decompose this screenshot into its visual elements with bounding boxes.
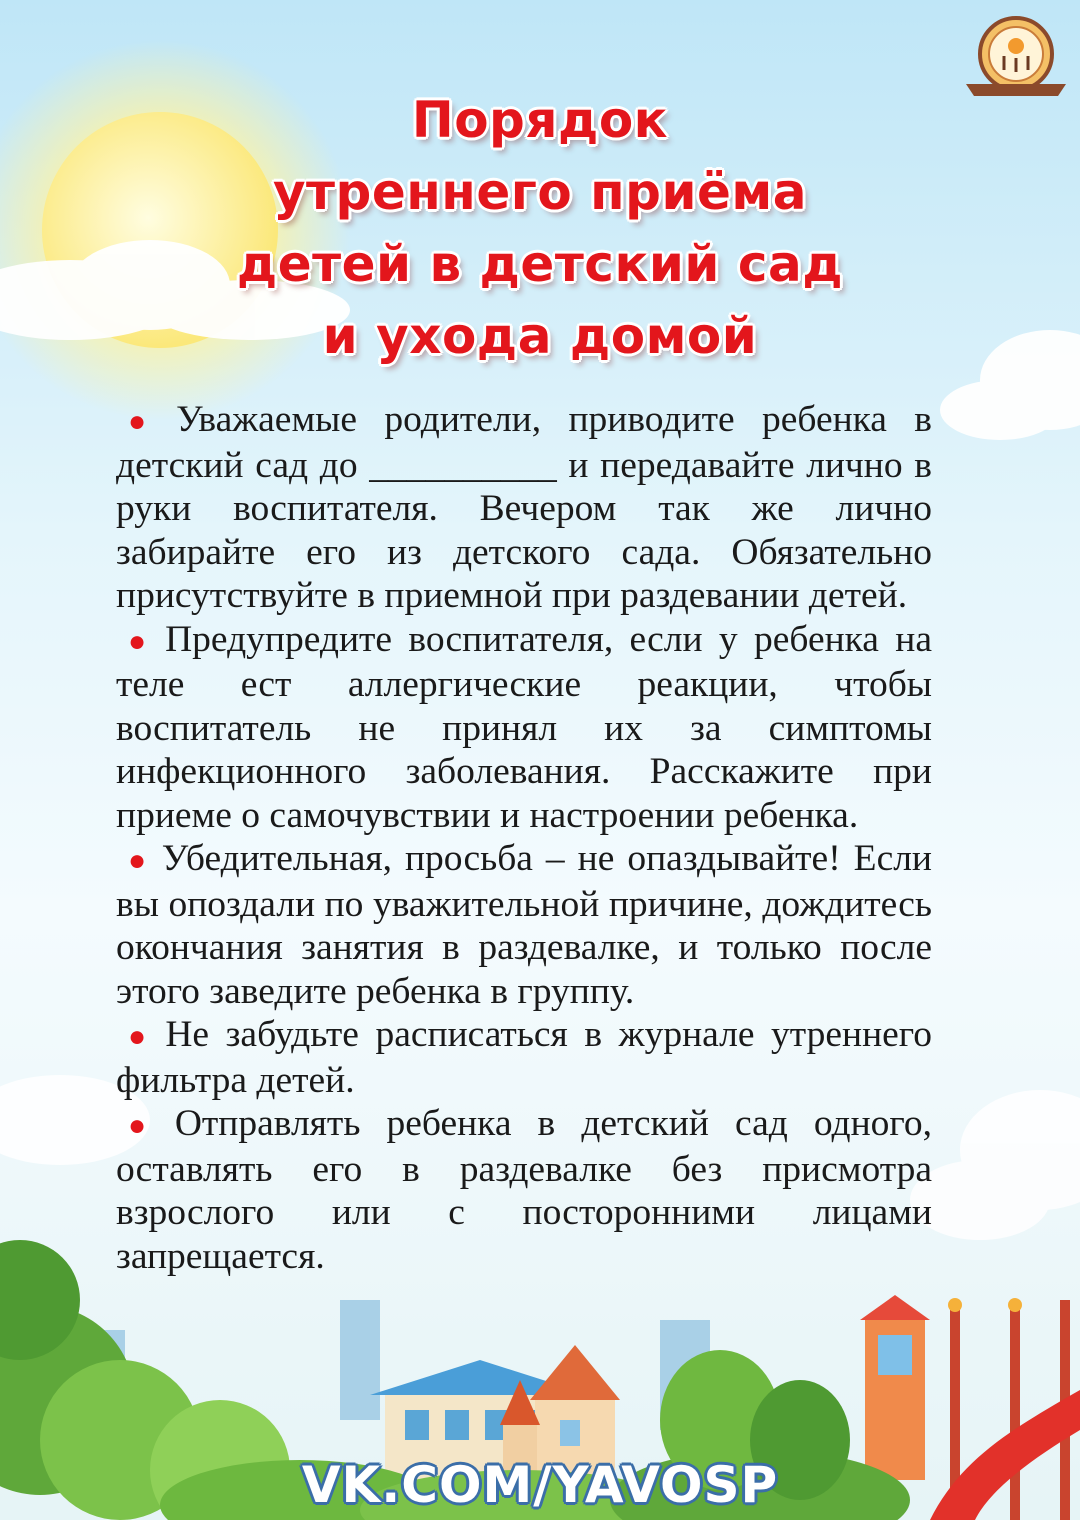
rule-text: Не забудьте расписаться в журнале утреннего фильтра детей. xyxy=(116,1014,933,1101)
title-line: утреннего приёма xyxy=(272,163,808,221)
title-line: детей в детский сад xyxy=(236,235,844,293)
rule-paragraph xyxy=(116,837,932,1013)
rule-paragraph xyxy=(116,1013,932,1102)
cloud-icon xyxy=(940,330,1080,440)
tower-icon xyxy=(860,1295,930,1480)
rule-paragraph xyxy=(116,1102,932,1278)
rule-text: Отправлять ребенка в детский сад одного, оставлять его в раздевалке без присмотра взрослого или с посторонними лицами запрещается. xyxy=(116,1103,933,1277)
bullet-icon: ● xyxy=(128,405,165,438)
bullet-icon: ● xyxy=(128,844,150,877)
page-title xyxy=(140,84,940,372)
rule-paragraph xyxy=(116,398,932,618)
rule-text: Убедительная, просьба – не опаздывайте! Если вы опоздали по уважительной причине, дождитесь окончания занятия в раздевалке, и только после этого заведите ребенка в группу. xyxy=(116,838,932,1012)
bullet-icon: ● xyxy=(128,1109,163,1142)
logo-emblem xyxy=(960,12,1072,104)
title-line: и ухода домой xyxy=(322,307,758,365)
footer-url: VK.COM/YAVOSP xyxy=(301,1456,779,1514)
rules-list xyxy=(116,398,932,1278)
bullet-icon: ● xyxy=(128,1020,154,1053)
rule-text: Предупредите воспитателя, если у ребенка на теле ест аллергические реакции, чтобы воспитатель не принял их за симптомы инфекционного заболевания. Расскажите при приеме о самочувствии и настроении ребенка. xyxy=(116,618,933,836)
rule-text: Уважаемые родители, приводите ребенка в детский сад до __________ и передавайте лично в руки воспитателя. Вечером так же лично забирайте его из детского сада. Обязательно присутствуйте в приемной при раздевании детей. xyxy=(116,399,932,616)
bullet-icon: ● xyxy=(128,624,154,658)
rule-paragraph xyxy=(116,618,932,838)
title-line: Порядок xyxy=(411,91,669,149)
